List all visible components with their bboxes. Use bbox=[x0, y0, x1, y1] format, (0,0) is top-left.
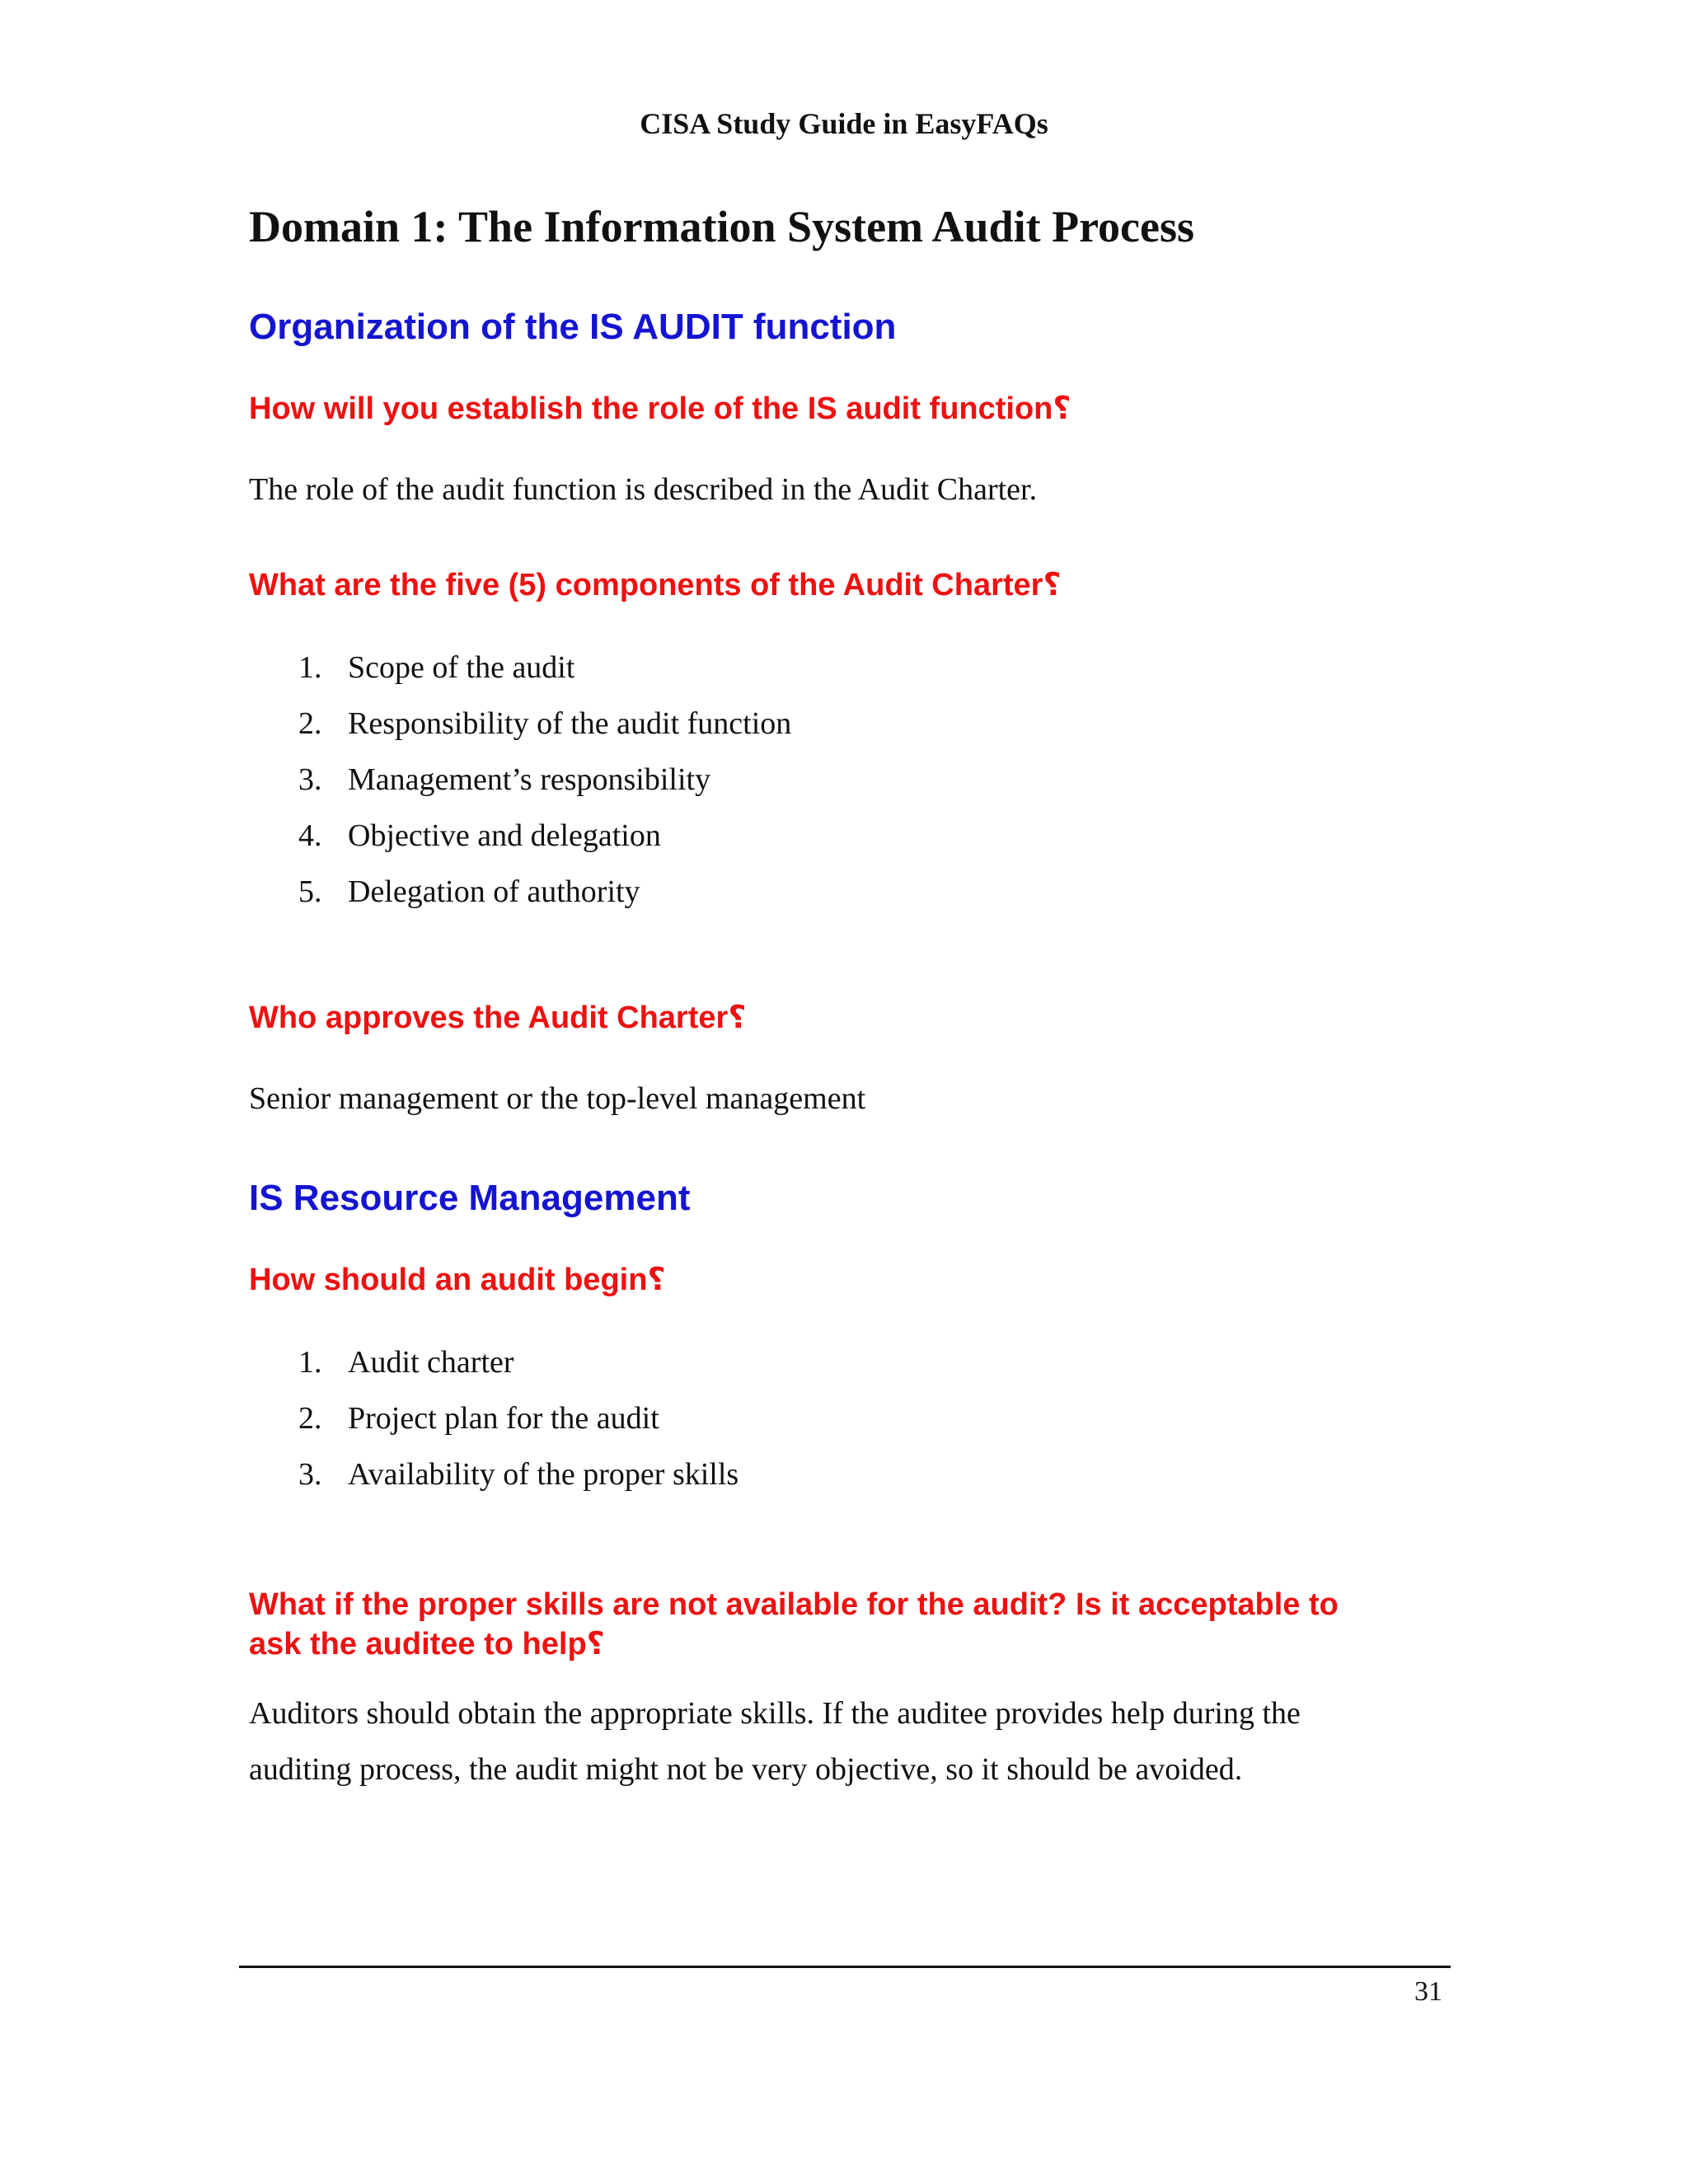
answer-proper-skills-line-1: Auditors should obtain the appropriate skills. If the auditee provides help during the bbox=[249, 1696, 1301, 1731]
question-proper-skills bbox=[249, 1585, 1452, 1664]
answer-proper-skills-line-2: auditing process, the audit might not be very objective, so it should be avoided. bbox=[249, 1752, 1243, 1787]
footer-divider bbox=[239, 1966, 1451, 1968]
list-item: 4. Objective and delegation bbox=[298, 818, 661, 853]
list-item: 3. Availability of the proper skills bbox=[298, 1457, 739, 1492]
running-header: CISA Study Guide in EasyFAQs bbox=[640, 107, 1048, 140]
question-who-approves-charter: Who approves the Audit Charter؟ bbox=[249, 1001, 747, 1035]
audit-charter-components-list bbox=[249, 640, 1452, 920]
list-item: 5. Delegation of authority bbox=[298, 874, 640, 909]
question-proper-skills-line-1: What if the proper skills are not available for the audit? Is it acceptable to bbox=[249, 1587, 1339, 1622]
section-title-organization: Organization of the IS AUDIT function bbox=[249, 307, 897, 347]
list-item: 2. Project plan for the audit bbox=[298, 1401, 659, 1436]
domain-title: Domain 1: The Information System Audit Process bbox=[249, 202, 1195, 251]
list-item: 1. Scope of the audit bbox=[298, 650, 575, 685]
answer-who-approves-charter: Senior management or the top-level management bbox=[249, 1081, 866, 1116]
list-item: 2. Responsibility of the audit function bbox=[298, 706, 792, 741]
section-title-resource-management: IS Resource Management bbox=[249, 1178, 691, 1218]
question-audit-charter-components: What are the five (5) components of the Audit Charter؟ bbox=[249, 568, 1062, 602]
list-item: 1. Audit charter bbox=[298, 1345, 514, 1380]
question-how-audit-begins: How should an audit begin؟ bbox=[249, 1263, 666, 1297]
answer-proper-skills bbox=[249, 1685, 1452, 1797]
question-proper-skills-line-2: ask the auditee to help؟ bbox=[249, 1627, 605, 1661]
audit-begin-list bbox=[249, 1334, 1452, 1502]
page-number: 31 bbox=[1414, 1976, 1442, 2007]
list-item: 3. Management’s responsibility bbox=[298, 762, 711, 797]
question-role-of-audit-function: How will you establish the role of the IS audit function؟ bbox=[249, 391, 1071, 426]
page-content bbox=[249, 198, 1452, 1797]
answer-role-of-audit-function: The role of the audit function is described in the Audit Charter. bbox=[249, 472, 1038, 507]
